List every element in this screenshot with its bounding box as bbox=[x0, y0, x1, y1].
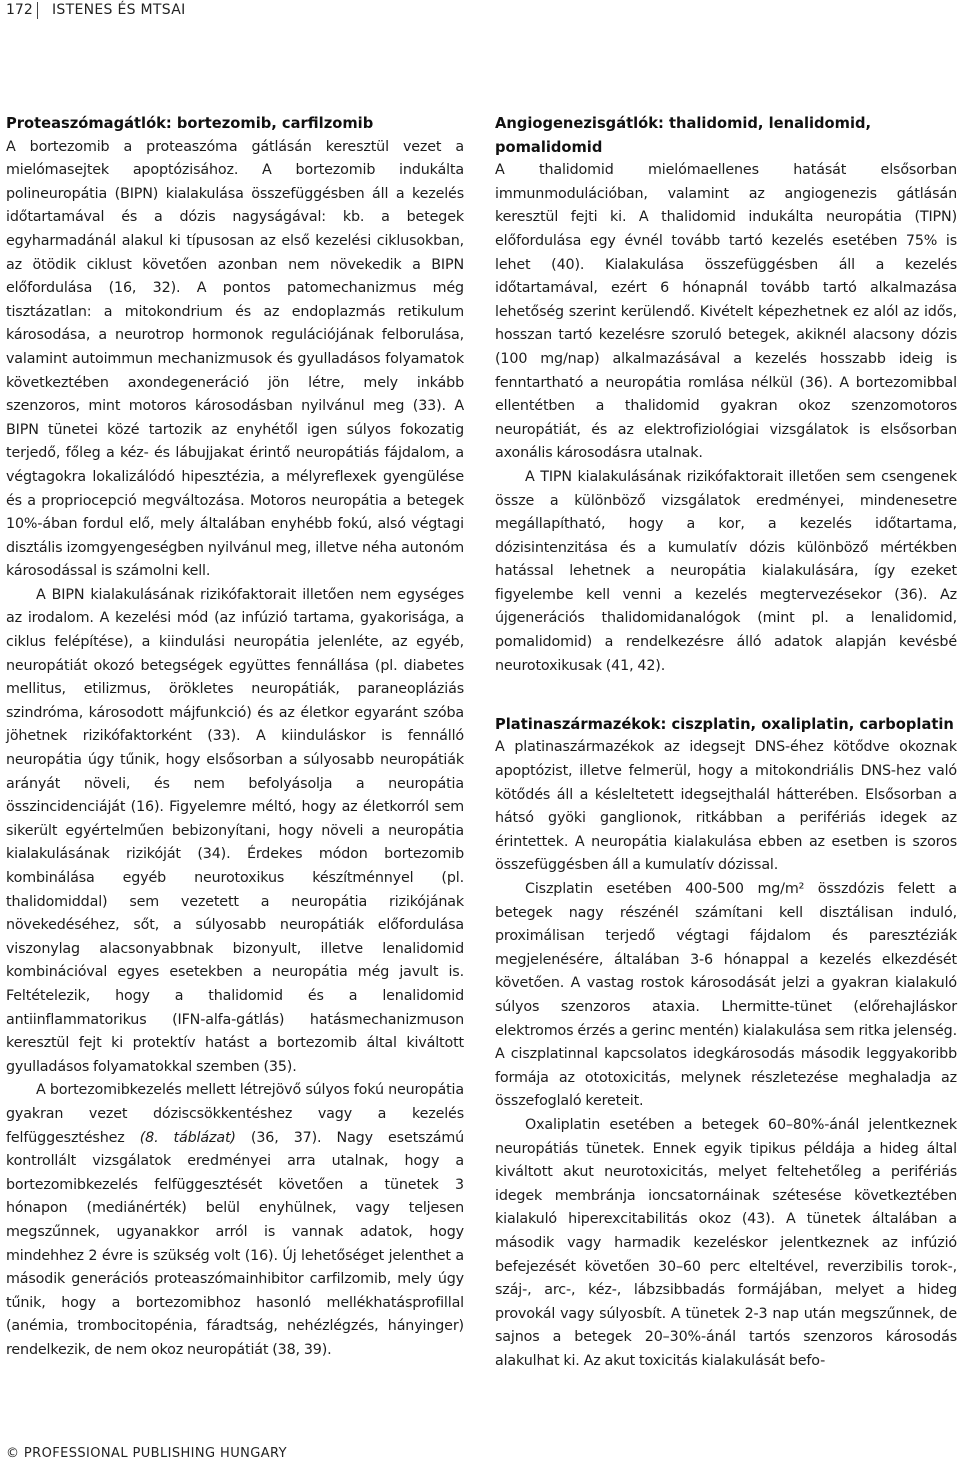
running-title: ISTENES ÉS MTSAI bbox=[52, 2, 186, 18]
section-spacer bbox=[495, 678, 957, 702]
paragraph-platinum-mechanism: A platinaszármazékok az idegsejt DNS-éhez kötődve okoznak apoptózist, illetve felmerül, hogy a mitokondriális DNS-hez való kötődés áll a késleltetett idegsejthalál hátterében. Elsősorban a hátsó gyöki ganglionok, ritkábban a perifériás idegek az érintettek. A neuropátia kialakulása ebben az esetben is szoros összefüggésben áll a kumulatív dózissal. bbox=[495, 739, 957, 874]
right-column bbox=[495, 112, 957, 1373]
paragraph-oxaliplatin: Oxaliplatin esetében a betegek 60–80%-ánál jelentkeznek neuropátiás tünetek. Ennek egyik tipikus példája a hideg által kiváltott akut neurotoxicitás, melyet feltehetőleg a perifériás idegek membránja ioncsatornáinak szétesése következtében kialakuló hiperexcitabilitás okoz (43). A tünetek általában a második vagy harmadik kezeléskor jelentkeznek az infúzió befejezését követően 30–60 perc elteltével, reverzibilis torok-, száj-, arc-, kéz-, lábzsibbadás formájában, melyet a hideg provokál vagy súlyosbít. A tünetek 2-3 nap után megszűnnek, de sajnos a betegek 20–30%-ánál tartós szenzoros károsodás alakulhat ki. Az akut toxicitás kialakulását befo- bbox=[495, 1116, 957, 1369]
section-spacer bbox=[495, 702, 957, 713]
section-heading-angiogenesis-inhibitors: Angiogenezisgátlók: thalidomid, lenalidomid, pomalidomid bbox=[495, 115, 872, 156]
text-segment: (36, 37). Nagy esetszámú kontrollált vizsgálatok eredményei arra utalnak, hogy a bortezomibkezelés felfüggesztését követően a tünetek 3 hónapon (mediánérték) belül enyhülnek, vagy teljesen megszűnnek, ugyanakkor arról is vannak adatok, hogy mindehhez 2 évre is szükség volt (16). Új lehetőséget jelenthet a második generációs proteaszómainhibitor carfilzomib, mely úgy tűnik, hogy a bortezomibhoz hasonló mellékhatásprofillal (anémia, trombocitopénia, fáradtság, nehézlégzés, hányinger) rendelkezik, de nem okoz neuropátiát (38, 39). bbox=[6, 1129, 465, 1358]
section-heading-proteasome-inhibitors: Proteaszómagátlók: bortezomib, carfilzomib bbox=[6, 115, 374, 132]
paragraph-thalidomide: A thalidomid mielómaellenes hatását elsősorban immunmodulációban, valamint az angiogenezis gátlásán keresztül fejti ki. A thalidomid indukálta neuropátia (TIPN) előfordulása egy évnél tovább tartó kezelés esetében 75% is lehet (40). Kialakulása összefüggésben áll a kezelés időtartamával, ezért 6 hónapnál tovább tartó alkalmazása lehetőség szerint kerülendő. Kivételt képezhetnek ez alól az idős, hosszan tartó kezelésre szoruló betegek, akiknél alacsony dózis (100 mg/nap) alkalmazásával a kezelés hosszabb ideig is fenntartható a neuropátia romlása nélkül (36). A bortezomibbal ellentétben a thalidomid gyakran okoz szenzomotoros neuropátiát, és az elektrofiziológiai vizsgálatok is elsősorban axonális károsodásra utalnak. bbox=[495, 162, 957, 462]
left-column bbox=[6, 112, 464, 1362]
text-segment: A bortezomibkezelés mellett létrejövő súlyos fokú neuropátia gyakran vezet dóziscsökkentéshez vagy a kezelés felfüggesztéshez bbox=[6, 1082, 464, 1146]
paragraph-bipn-risk-factors: A BIPN kialakulásának rizikófaktorait illetően nem egységes az irodalom. A kezelési mód (az infúzió tartama, gyakorisága, a ciklus felépítése), a kiindulási neuropátia jelenléte, az egyéb, neuropátiát okozó betegségek együttes fennállása (pl. diabetes mellitus, etilizmus, örökletes neuropátiák, paraneopláziás szindróma, károsodott májfunkció) és az életkor egyaránt szóba jöhetnek rizikófaktorként (33). A kiinduláskor is fennálló neuropátia úgy tűnik, hogy elsősorban a súlyosabb neuropátiák arányát növeli, és nem befolyásolja a neuropátia összincidenciáját (16). Figyelemre méltó, hogy az életkorról sem sikerült egyértelműen bebizonyítani, hogy növeli a neuropátia kialakulásának rizikóját (34). Érdekes módon bortezomib kombinálása egyéb neurotoxikus készítménnyel (pl. thalidomiddal) sem vezetett a neuropátia rizikójának növekedéséhez, sőt, a súlyosabb neuropátiák előfordulása viszonylag alacsonyabbnak bizonyult, illetve lenalidomid kombinációval egyes esetekben a neuropátia még javult is. Feltételezik, hogy a thalidomid és a lenalidomid antiinflammatorikus (IFN-alfa-gátlás) hatásmechanizmuson keresztül fejt ki protektív hatást a bortezomib által kiváltott gyulladásos folyamatokkal szemben (35). bbox=[6, 586, 464, 1075]
paragraph-cisplatin: Ciszplatin esetében 400-500 mg/m² összdózis felett a betegek nagy részénél számítani kell disztálisan induló, proximálisan terjedő végtagi fájdalom és paresztéziák megjelenésére, általában 3-6 hónappal a kezelés elkezdését követően. A vastag rostok károsodását jelzi a gyakran kialakuló súlyos szenzoros ataxia. Lhermitte-tünet (előrehajláskor elektromos érzés a gerinc mentén) kialakulása sem ritka jelenség. A ciszplatinnal kapcsolatos idegkárosodás második leggyakoribb formája az ototoxicitás, melynek részletezése meghaladja az összefoglaló kereteit. bbox=[495, 881, 957, 1110]
page-footer-copyright: © PROFESSIONAL PUBLISHING HUNGARY bbox=[6, 1446, 287, 1461]
paragraph-tipn-risk-factors: A TIPN kialakulásának rizikófaktorait illetően sem csengenek össze a különböző vizsgálatok eredményei, mindenesetre megállapítható, hogy a kor, a kezelés időtartama, dózisintenzitása és a kumulatív dózis különböző mértékben hatással lehetnek a neuropátia kialakulására, így ezeket figyelembe kell venni a kezelés megtervezésekor (36). Az újgenerációs thalidomidanalógok (mint pl. a lenalidomid, pomalidomid) a rendelkezésre álló adatok alapján kevésbé neurotoxikusak (41, 42). bbox=[495, 468, 957, 674]
paragraph-bipn-mechanism: A bortezomib a proteaszóma gátlásán keresztül vezet a mielómasejtek apoptózisához. A bortezomib indukálta polineuropátia (BIPN) kialakulása összefüggésben áll a kezelés időtartamával és a dózis nagyságával: kb. a betegek egyharmadánál alakul ki típusosan az első kezelési ciklusokban, az ötödik ciklust követően azonban nem növekedik a BIPN előfordulása (16, 32). A pontos patomechanizmus még tisztázatlan: a mitokondrium és az endoplazmás retikulum károsodása, a neurotrop hormonok regulációjának felborulása, valamint autoimmun mechanizmusok és gyulladásos folyamatok következtében axondegeneráció jön létre, mely inkább szenzoros, mint motoros károsodásban nyilvánul meg (33). A BIPN tünetei közé tartozik az enyhétől igen súlyos fokozatig terjedő, főleg a kéz- és lábujjakat érintő neuropátiás fájdalom, a végtagokra lokalizálódó hipesztézia, a mélyreflexek gyengülése és a propriocepció megváltozása. Motoros neuropátia a betegek 10%-ában fordul elő, mely általában enyhébb fokú, alsó végtagi disztális izomgyengeségben nyilvánul meg, illetve néha autonóm károsodással is számolni kell. bbox=[6, 138, 464, 580]
paragraph-bortezomib-dose-reduction bbox=[6, 1079, 464, 1362]
page-number: 172 bbox=[6, 2, 33, 18]
header-divider bbox=[37, 2, 38, 19]
page-header bbox=[0, 0, 960, 22]
table-reference-link[interactable]: (8. táblázat) bbox=[139, 1129, 236, 1146]
section-heading-platinum-compounds: Platinaszármazékok: ciszplatin, oxaliplatin, carboplatin bbox=[495, 715, 954, 733]
